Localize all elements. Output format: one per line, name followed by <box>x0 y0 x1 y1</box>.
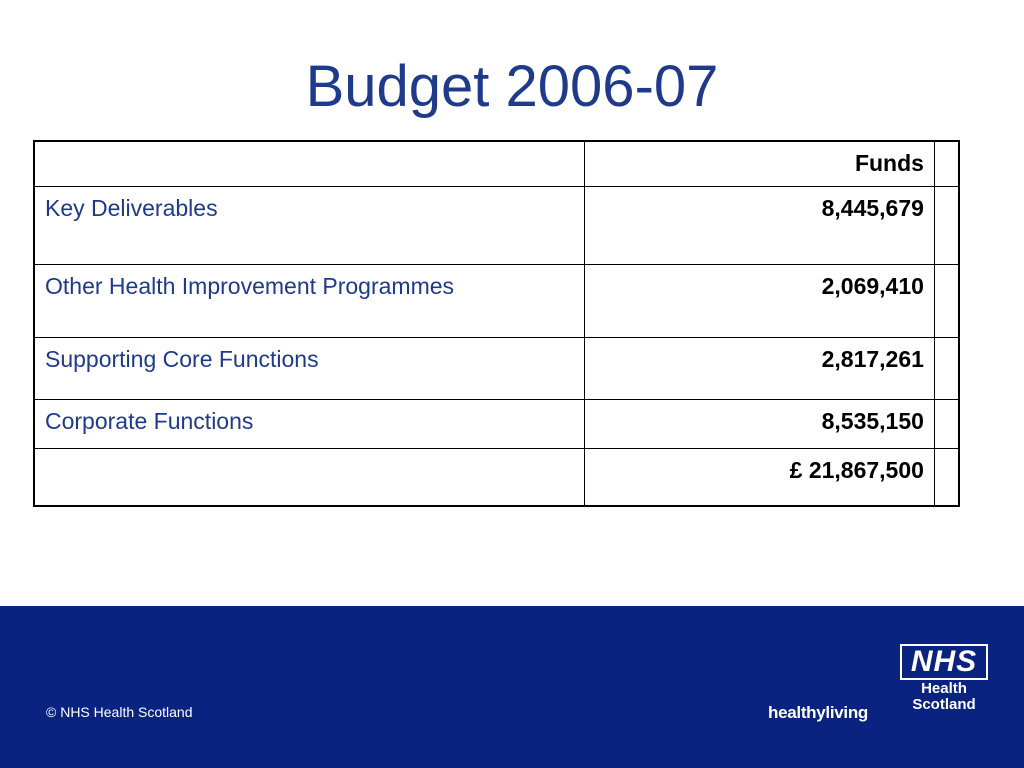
header-empty-cell <box>34 141 585 187</box>
table-row <box>34 187 959 265</box>
funds-header: Funds <box>585 141 935 187</box>
table-row <box>34 265 959 338</box>
nhs-health-line: Health <box>921 680 967 697</box>
slide-title: Budget 2006-07 <box>305 54 719 119</box>
row-value: 2,069,410 <box>585 265 935 338</box>
row-value: 8,445,679 <box>585 187 935 265</box>
empty-cell <box>934 141 959 187</box>
row-label: Supporting Core Functions <box>34 338 585 400</box>
nhs-logo: NHS <box>900 644 988 680</box>
row-value: 2,817,261 <box>585 338 935 400</box>
total-empty-cell <box>34 449 585 507</box>
empty-cell <box>934 187 959 265</box>
total-value: £ 21,867,500 <box>585 449 935 507</box>
table-row <box>34 338 959 400</box>
budget-table <box>33 140 960 507</box>
empty-cell <box>934 265 959 338</box>
empty-cell <box>934 400 959 449</box>
row-label: Key Deliverables <box>34 187 585 265</box>
table-row <box>34 400 959 449</box>
empty-cell <box>934 449 959 507</box>
nhs-scotland-line: Scotland <box>912 696 976 713</box>
nhs-health-scotland-text <box>900 681 988 713</box>
row-label: Corporate Functions <box>34 400 585 449</box>
row-label: Other Health Improvement Programmes <box>34 265 585 338</box>
footer-band <box>0 606 1024 768</box>
table-header-row <box>34 141 959 187</box>
row-value: 8,535,150 <box>585 400 935 449</box>
copyright-text: © NHS Health Scotland <box>46 704 193 720</box>
healthyliving-logo: healthyliving <box>768 703 869 722</box>
total-row <box>34 449 959 507</box>
empty-cell <box>934 338 959 400</box>
